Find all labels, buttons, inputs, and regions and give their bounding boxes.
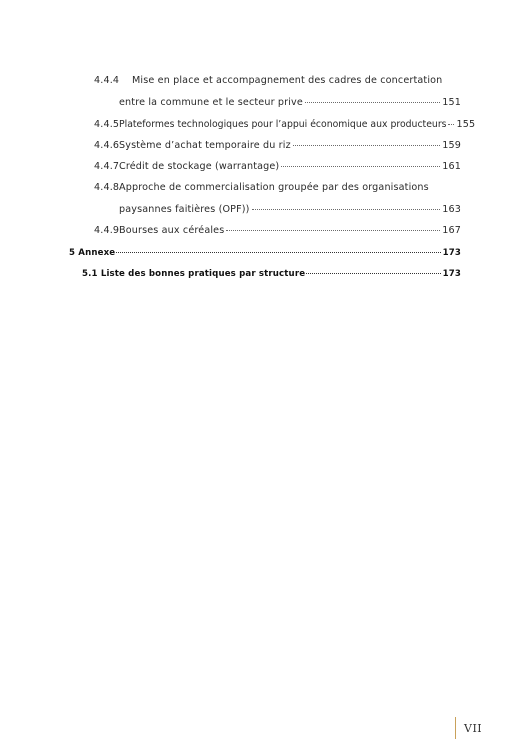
toc-entry-number: 4.4.5 [94,119,120,130]
toc-entry-page: 173 [442,248,461,258]
toc-leader-dots [448,124,454,125]
table-of-contents [0,0,530,300]
toc-leader-dots [252,209,441,210]
toc-entry-number: 4.4.9 [94,225,120,236]
toc-entry-title: Approche de commercialisation groupée par des organisations [119,182,429,193]
toc-leader-dots [305,102,440,103]
toc-leader-dots [226,230,440,231]
toc-leader-dots [281,166,440,167]
toc-entry-4-4-5[interactable] [94,118,476,132]
toc-entry-4-4-6[interactable] [94,139,461,153]
toc-entry-4-4-7[interactable] [94,160,461,174]
toc-leader-dots [306,273,440,274]
toc-entry-4-4-8[interactable] [94,181,461,195]
toc-entry-number: 4.4.4 [94,75,120,86]
toc-entry-title: Plateformes technologiques pour l’appui économique aux producteurs [119,119,447,130]
toc-entry-page: 159 [442,140,461,151]
page-number-label: VII [464,721,483,735]
toc-entry-title: paysannes faitières (OPF)) [119,204,250,215]
toc-entry-title: Mise en place et accompagnement des cadres de concertation [132,75,443,86]
page-number [455,717,504,739]
toc-entry-page: 167 [442,225,461,236]
toc-entry-number: 4.4.8 [94,182,120,193]
toc-entry-number: 4.4.7 [94,161,120,172]
toc-entry-page: 155 [456,119,476,130]
toc-entry-number: 4.4.6 [94,140,120,151]
toc-entry-page: 151 [442,97,461,108]
toc-entry-title: Crédit de stockage (warrantage) [119,161,280,172]
toc-entry-title: Bourses aux céréales [119,225,225,236]
toc-entry-4-4-8-continued[interactable] [119,203,461,217]
toc-entry-title: 5 Annexe [69,248,116,258]
toc-entry-title: entre la commune et le secteur prive [119,97,303,108]
toc-entry-4-4-4-continued[interactable] [119,96,461,110]
toc-entry-5-1[interactable] [82,267,461,281]
toc-entry-page: 163 [442,204,461,215]
toc-entry-5-annexe[interactable] [69,246,461,260]
toc-entry-page: 161 [442,161,461,172]
toc-leader-dots [116,252,440,253]
toc-entry-4-4-4[interactable] [94,74,464,88]
toc-leader-dots [293,145,440,146]
toc-entry-4-4-9[interactable] [94,224,461,238]
toc-entry-page: 173 [442,269,461,279]
toc-entry-title: 5.1 Liste des bonnes pratiques par structure [82,269,306,279]
toc-entry-title: Système d’achat temporaire du riz [119,140,291,151]
